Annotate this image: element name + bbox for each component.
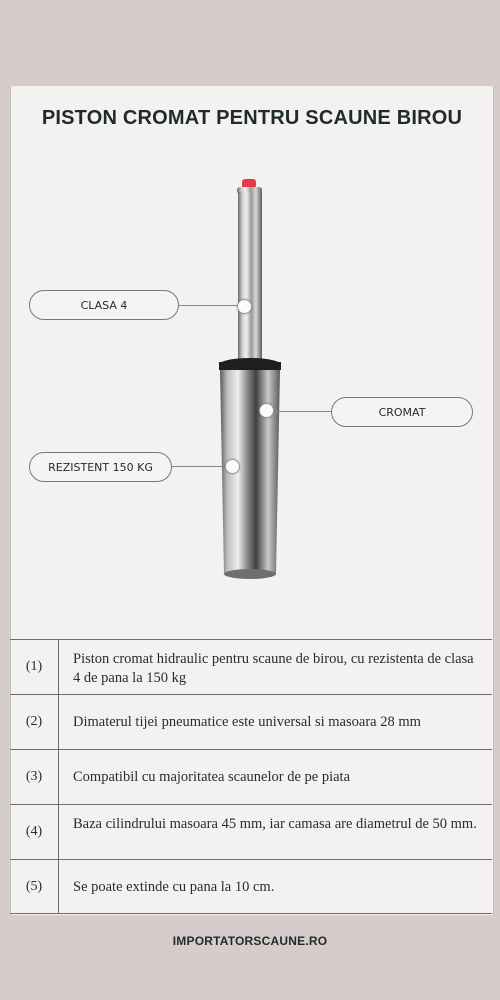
site-footer: IMPORTATORSCAUNE.RO — [172, 934, 328, 948]
leader-line — [178, 305, 238, 306]
row-text: Dimaterul tijei pneumatice este universal si masoara 28 mm — [73, 714, 421, 730]
row-number: (3) — [10, 750, 59, 804]
label-cromat: CROMAT — [331, 397, 473, 427]
marker-dot — [259, 403, 274, 418]
page-title: PISTON CROMAT PENTRU SCAUNE BIROU — [41, 107, 463, 129]
marker-dot — [225, 459, 240, 474]
table-row — [10, 694, 492, 749]
row-text: Baza cilindrului masoara 45 mm, iar camasa are diametrul de 50 mm. — [73, 816, 477, 832]
row-number: (2) — [10, 695, 59, 749]
label-clasa: CLASA 4 — [29, 290, 179, 320]
piston-rod — [238, 192, 262, 362]
leader-line — [171, 466, 226, 467]
label-rezistent: REZISTENT 150 KG — [29, 452, 172, 482]
table-row — [10, 639, 492, 694]
row-number: (4) — [10, 805, 59, 859]
row-number: (1) — [10, 640, 59, 694]
row-text: Compatibil cu majoritatea scaunelor de pe piata — [73, 769, 351, 785]
piston-image — [11, 86, 493, 646]
row-text: Piston cromat hidraulic pentru scaune de birou, cu rezistenta de clasa 4 de pana la 150 kg — [73, 651, 474, 686]
table-row — [10, 749, 492, 804]
row-number: (5) — [10, 860, 59, 913]
marker-dot — [237, 299, 252, 314]
leader-line — [269, 411, 331, 412]
features-table — [10, 639, 492, 914]
piston-body — [220, 370, 280, 579]
table-row — [10, 804, 492, 859]
table-row — [10, 859, 492, 914]
row-text: Se poate extinde cu pana la 10 cm. — [73, 879, 275, 895]
